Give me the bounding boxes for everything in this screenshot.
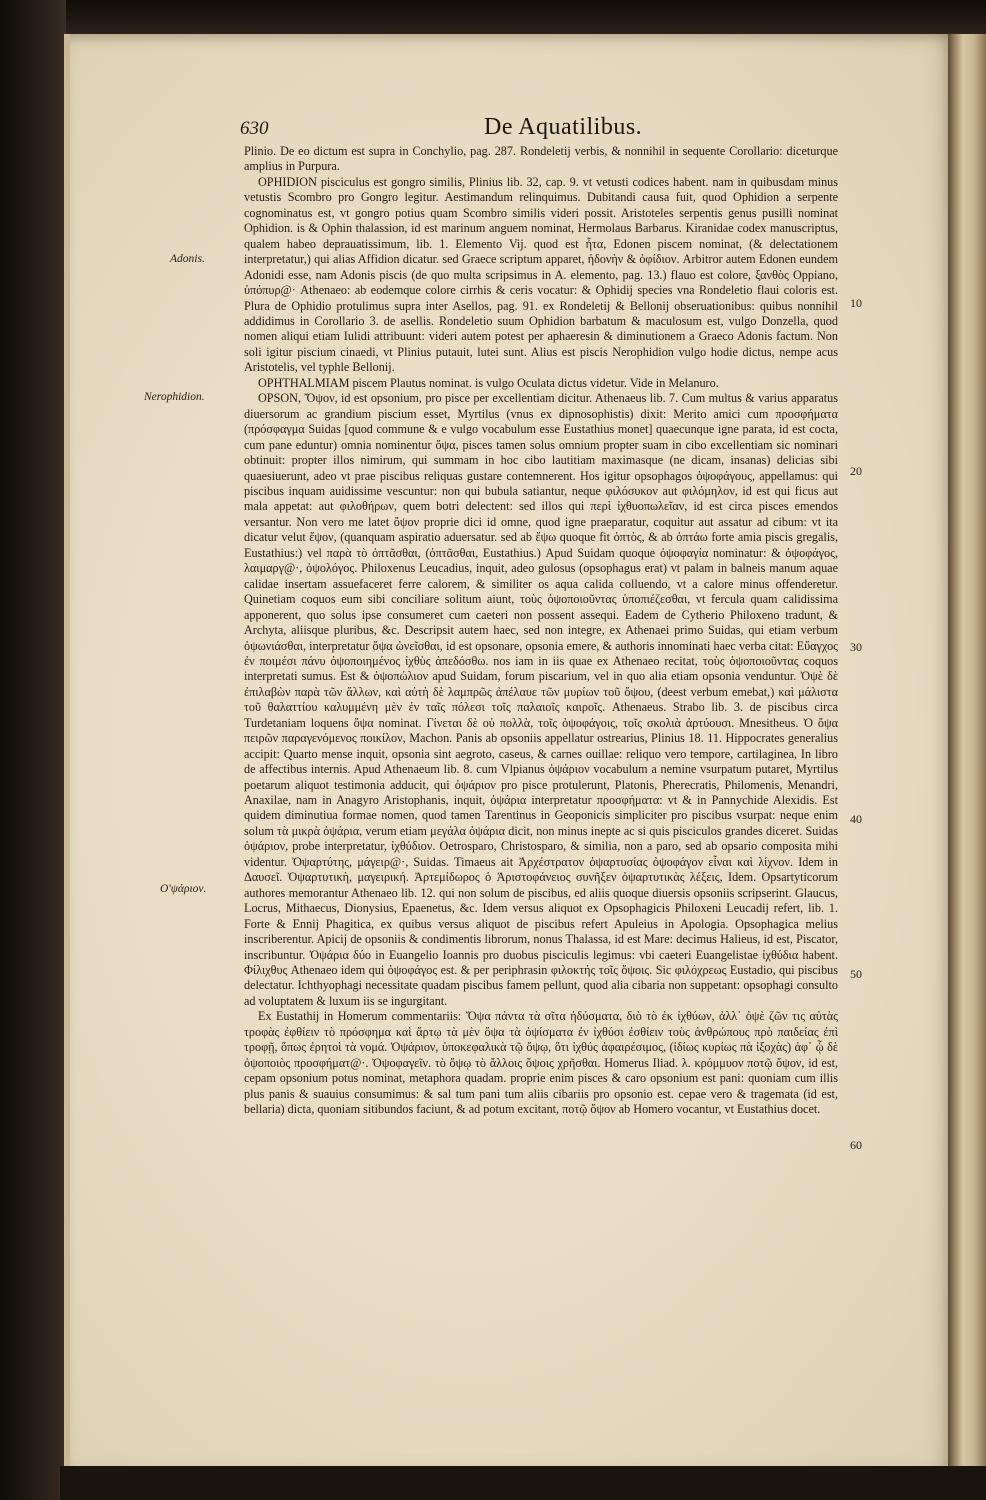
paragraph: Plinio. De eo dictum est supra in Conchylio, pag. 287. Rondeletij verbis, & nonnihil in sequente Corollario: diceturque amplius in Purpura.: [244, 144, 838, 174]
line-number: 10: [850, 296, 862, 310]
page-number: 630: [240, 118, 269, 139]
margin-note-nerophidion: Nerophidion.: [144, 391, 205, 403]
line-number: 50: [850, 967, 862, 981]
margin-note-adonis: Adonis.: [170, 253, 205, 265]
line-number: 40: [850, 812, 862, 826]
paragraph-ophthalmia: OPHTHALMIAM piscem Plautus nominat. is vulgo Oculata dictus videtur. Vide in Melanuro.: [258, 375, 719, 390]
paragraph-ophidion: OPHIDION pisciculus est gongro similis, Plinius lib. 32, cap. 9. vt vetusti codices habent. nam in quibusdam minus vetustis Scombro pro Gongro legitur. Aestimandum relinquimus. Dubitandi causa fuit, quod Ophidion a serpente cognominatus est, vt gongro potius quam Scombro similis videri possit. Aristoteles serpentis genus pusilli nominat Ophidion. is & Ophin thalassion, id est marinum anguem nominat, Hermolaus Barbarus. Kiranidae codex manuscriptus, qualem habeo deprauatissimum, lib. 1. Elemento Vij. quod est ἦτα, Edonen piscem nominat, (& delectationem interpretatur,) qui alias Affidion dicatur. sed Graece scriptum apparet, ἡδονὴν & ὀφίδιον. Arbitror autem Edonen eundem Adonidi esse, nam Adonis piscis (de quo multa scripsimus in A. elemento, pag. 13.) flauo est colore, ξανθὸς Oppiano, ὑπόπυρ@· Athenaeo: ab eodemque colore cirrhis & ceris vocatur: & Ophidij species vna Rondeletio flaui coloris est. Plura de Ophidio protulimus supra inter Asellos, pag. 91. ex Rondeletij & Bellonij obseruationibus: quibus nonnihil addidimus in Corollario 3. de asellis. Rondeletio suum Ophidion barbatum & maculosum est, vulgo Donzella, quod nomen aliqui etiam Iulidi attribuunt: videri autem potest per aphaeresin & diminutionem a Graeco Adonis factum. Non soli igitur piscium cinaedi, vt Plinius putauit, lutei sunt. Alius est piscis Nerophidion vulgo hodie dictus, nempe acus Aristotelis, vel typhle Bellonij.: [244, 174, 838, 375]
line-number: 60: [850, 1138, 862, 1152]
line-number: 20: [850, 464, 862, 478]
line-number: 30: [850, 640, 862, 654]
page-header: [240, 114, 880, 144]
paragraph-eustathius: Ex Eustathij in Homerum commentariis: Ὄψα πάντα τὰ σῖτα ἡδύσματα, διὸ τὸ ἐκ ἰχθύων, ἀλλ᾽ ὀψὲ ζῶν τις αὐτὰς τροφὰς ἐφθίειν τὸ πρόσφημα καὶ ἄρτῳ τὰ μὲν ὄψα τὰ ὀψίσματα ἐν ἰχθύσι ἐσθίειν τοὺς ἀνθρώπους πρὸ παιδείας ἐπὶ τροφῇ, ὅπως ἐρητοὶ τὰ νομά. Ὀψάριον, ὑποκεφαλικὰ τῷ ὄψῳ, ὅτι ἰχθύς ἀφαιρέσιμος, (ἰδίως κυρίως πὰ ἰξοχὰς) ἀφ᾽ ᾧ δὲ ὀψοποιὸς προσφήματ@·. Ὀψοφαγεῖν. τὸ ὄψῳ τὸ ἄλλοις ὄψοις χρῆσθαι. Homerus Iliad. λ. κρόμμυον ποτῷ ὄψον, id est, cepam opsonium potus nominat, metaphora quadam. proprie enim pisces & caro opsonium est pani: quoniam cum illis plus panis & suauius consumimus: & sal tum pani tum aliis cibariis pro opsonio est. cepae vero & tragemata (id est, bellaria) dicta, quoniam sitibundos faciunt, & ad potum excitant, ποτῷ ὄψον ab Homero vocantur, vt Eustathius docet.: [244, 1009, 838, 1117]
book-cover-top: [66, 0, 986, 34]
book-bottom-edge: [60, 1466, 986, 1500]
body-text: [244, 144, 838, 1118]
paragraph-opson: OPSON, Ὄψον, id est opsonium, pro pisce per excellentiam dicitur. Athenaeus lib. 7. Cum multus & varius apparatus diuersorum ac grandium piscium esset, Myrtilus (vnus ex dipnosophistis) dixit: Merito amici cum προσφήματα (πρόσφαγμα Suidas [quod commune & e vulgo vocabulum esse Eustathius monet] quaecunque igne parata, id est cocta, cum pane eduntur) omnia nominentur ὄψα, pisces tamen solus omnium propter suam in cibo excellentiam sic nominari obtinuit: propter illos nimirum, qui summam in hoc cibo lautitiam maximasque (ne dicam, insanas) delicias sibi quaesiuerunt, adeo vt prae piscibus reliquas gustare contemnerent. Hos igitur opsophagos ὀψοφάγους, appellamus: qui piscibus inquam auidissime vescuntur: non qui bubula satiantur, neque φιλόσυκον aut φιλόμηλον, id est qui ficus aut mala appetat: aut φιλοθήρων, quem botri delectent: sed illos qui περὶ ἰχθυοπωλεῖαν, id est circa pisces emendos versantur. Non vero me latet ὄψον proprie dici id omne, quod igne praeparatur, coquitur aut assatur ad cibum: vt ita dicatur velut ἕψον, (quanquam aspiratio aduersatur. sed ab ἕψω quoque fit ὀπτὸς, & ab ὀπτάω forte amia piscis gregalis, Eustathius:) vel παρὰ τὸ ὀπτᾶσθαι, (ὀπτᾶσθαι, Eustathius.) Apud Suidam quoque ὀψοφαγία nominatur: & ὀψοφάγος, λαιμαργ@·, ὀψολόγος. Philoxenus Leucadius, inquit, adeo gulosus (opsophagus erat) vt palam in balneis manum aquae calidae insertam assuefaceret ferre calorem, & similiter os aqua calida colluendo, vt a calore minus offenderetur. Quinetiam coquos eum sibi conciliare solitum aiunt, τοὺς ὀψοποιοῦντας ὑποπιέζεσθαι, vt fercula quam calidissima apponerent, quo solus ipse consumeret cum caeteri non possent assequi. Eadem de Cytherio Philoxeno tradunt, & Archyta, aliisque pluribus, &c. Descripsit autem haec, sed non integre, ex Athenaei primo Suidas, qui etiam verbum ὀψωνιάσθαι, interpretatur ὄψα ὠνεῖσθαι, id est opsonare, opsonia emere, & authoris innominati haec verba citat: Εὔαγχος ἐν ποιμέσι πάνυ ὀψοποιημένος ἰχθὺς ἀπεδόσθω. nos iam in iis quae ex Athenaeo recitat, τοὺς ὀψοποιοῦντας coquos interpretati sumus. Est & ὀψοπώλιον apud Suidam, forum piscarium, vel in quo alia etiam opsonia venduntur. Ὀψὲ δὲ ἐπιλαβὼν παρὰ τῶν ἄλλων, καὶ αὐτὴ δὲ λαμπρῶς ἀπέλαυε τῶν μυρίων τοῦ ὄψου, (deest verbum emebat,) καὶ μάλιστα τοῦ θαλαττίου καλυμμένη μὲν ἐν ταῖς πόλεσι τοῖς παλαιοῖς καιροῖς. Athenaeus. Strabo lib. 3. de piscibus circa Turdetaniam loquens ὄψα nominat. Γίνεται δὲ οὐ πολλὰ, τοῖς ὀψοφάγοις, τοῖς σκολιὰ ἀρτύουσι. Mnesitheus. Ὀ ὄψα πειρῶν παραγενόμενος ποικίλον, Machon. Panis ab opsoniis appellatur ostrearius, Plinius 18. 11. Hippocrates generalius accipit: Quarto mense inquit, opsonia sint aegroto, caseus, & carnes ouillae: reliquo vero tempore, cartilaginea, In libro de affectibus internis. Apud Athenaeum lib. 8. cum Vlpianus ὀψάριον vocabulum a nemine vsurpatum putaret, Myrtilus poetarum aliquot testimonia adducit, qui ὀψάριον pro pisce protulerunt, Platonis, Pherecratis, Philomenis, Menandri, Anaxilae, nam in Anagyro Aristophanis, inquit, ὀψάρια interpretatur προσφήματα: vt & in Pannychide Alexidis. Est quidem diminutiua formae nomen, quod tamen Tarentinus in Geoponicis simpliciter pro piscibus vsurpat: neque enim solum τὰ μικρὰ ὀψάρια, verum etiam μεγάλα ὀψάρια dicit, non minus inepte ac si quis pisciculos grandes diceret. Suidas ὀψάριον, probe interpretatur, ἰχθύδιον. Oetrosparo, Christosparo, & similia, non a paro, sed ab opsario composita mihi videntur. Ὀψαρτύτης, μάγειρ@·, Suidas. Timaeus ait Ἀρχέστρατον ὀψαρτυσίας ὀψοφάγον εἶναι καὶ λίχνον. Idem in Δαυσεῖ. Ὀψαρτυτικὴ, μαγειρική. Ἀρτεμίδωρος ὁ Ἀριστοφάνειος συνῆξεν ὀψαρτυτικὰς λέξεις, Idem. Opsartyticorum authores memorantur Athenaeo lib. 12. qui non solum de piscibus, ed aliis quoque diuersis opsoniis scripserint. Glaucus, Locrus, Mithaecus, Dionysius, Epaenetus, &c. Idem versus aliquot ex Opsophagicis Philoxeni Leucadij refert, lib. 1. Forte & Ennij Phagitica, ex quibus versus aliquot de piscibus refert Apuleius in Apologia. Opsophagica melius inscriberentur. Apicij de opsoniis & condimentis librorum, nonus Thalassa, id est Mare: decimus Halieus, id est, Piscator, inscribuntur. Ὀψάρια δύο in Euangelio Ioannis pro duobus pisciculis legimus: vbi caeteri Euangelistae ἰχθύδια habent. Φίλιχθυς Athenaeo idem qui ὀψοφάγος est. & per periphrasin φιλοκτής τοῖς ὄψοις. Sic φιλόχρεως Eustadio, qui piscibus delectatur. Ichthyophagi necessitate quadam piscibus famem pellunt, quod alia cibaria non suppetant: opsophagi consulto ad voluptatem & luxum iis se ingurgitant.: [244, 391, 838, 1008]
margin-note-opsarion: O'ψάριον.: [160, 883, 207, 895]
book-cover-left: [0, 0, 66, 1500]
running-title: De Aquatilibus.: [484, 114, 643, 140]
page-edge-right: [948, 34, 986, 1466]
